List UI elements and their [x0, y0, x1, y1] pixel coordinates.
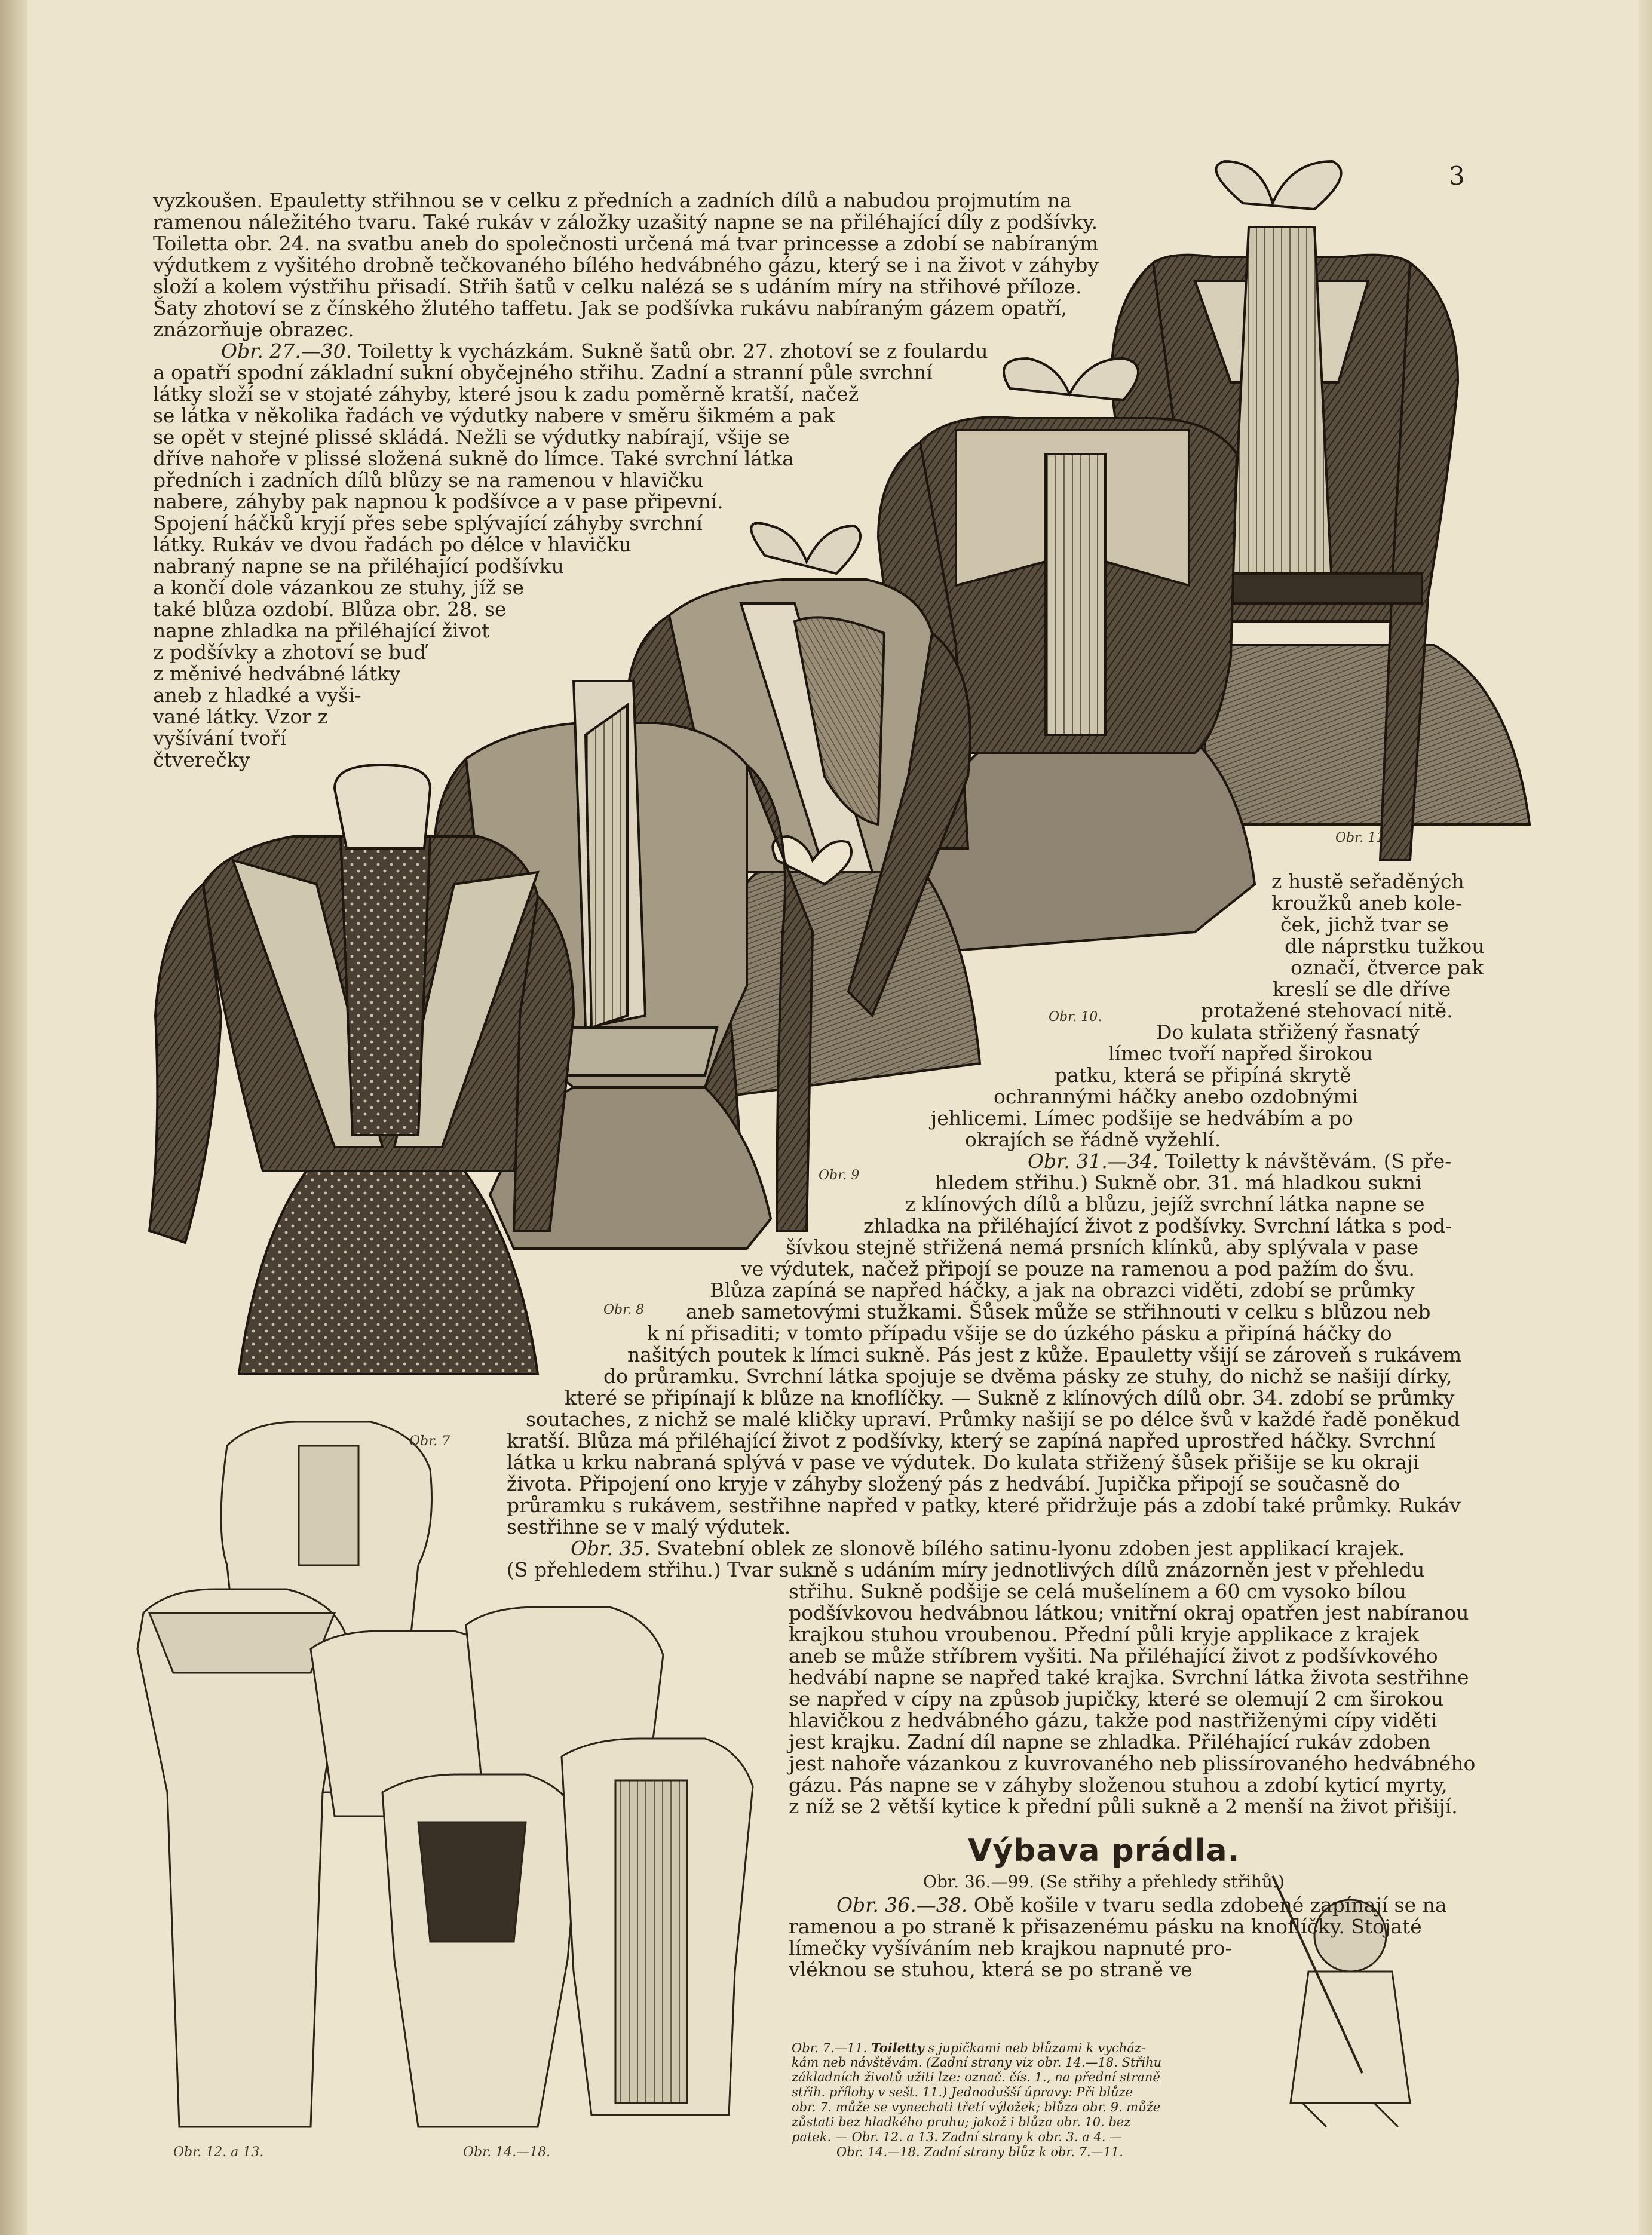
footnote-line: Obr. 7.—11. Toiletty s jupičkami neb blůzami k vycház-	[792, 2040, 1146, 2055]
section-line: látka u krku nabraná splývá v pase ve výdutek. Do kulata střižený šůsek přišije se ku okraji	[507, 1451, 1420, 1474]
section-line: aneb sametovými stužkami. Šůsek může se střihnouti v celku s blůzou neb	[686, 1300, 1431, 1323]
section-line: hlavičkou z hedvábného gázu, takže pod nastřiženými cípy viděti	[789, 1709, 1438, 1732]
footnote-line: zůstati bez hladkého pruhu; jakož i blůza obr. 10. bez	[792, 2115, 1131, 2129]
section-first-line: Obr. 35. Svatební oblek ze slonově bílého satinu-lyonu zdoben jest applikací krajek.	[571, 1537, 1405, 1560]
section-line: a opatří spodní základní sukní obyčejného střihu. Zadní a stranní půle svrchní	[153, 361, 933, 384]
section-line: průramku s rukávem, sestřihne napřed v patky, které přidržuje pás a zdobí také průmky. Rukáv	[507, 1494, 1461, 1517]
section-line: z měnivé hedvábné látky	[153, 662, 400, 685]
footnote-line: kám neb návštěvám. (Zadní strany viz obr. 14.—18. Střihu	[792, 2055, 1162, 2070]
figure-obr-7	[149, 765, 574, 1374]
section-line: jest krajku. Zadní díl napne se zhladka. Přiléhající rukáv zdoben	[789, 1730, 1430, 1753]
section-line: vléknou se stuhou, která se po straně ve	[789, 1958, 1193, 1981]
section-first-line: Obr. 36.—38. Obě košile v tvaru sedla zdobené zapínají se na	[836, 1893, 1447, 1917]
caption-obr-11: Obr. 11.	[1335, 830, 1389, 845]
section-line: podšívkovou hedvábnou látkou; vnitřní okraj opatřen jest nabíranou	[789, 1601, 1469, 1624]
intro-line: Šaty zhotoví se z čínského žlutého taffetu. Jak se podšívka rukávu nabíraným gázem opatří,	[153, 296, 1068, 320]
caption-obr-10: Obr. 10.	[1049, 1010, 1102, 1025]
intro-line: znázorňuje obrazec.	[153, 318, 354, 341]
section-line: nabraný napne se na přiléhající podšívku	[153, 554, 564, 578]
right-col-line: z hustě seřaděných	[1271, 870, 1464, 893]
section-line: nabere, záhyby pak napnou k podšívce a v pase připevní.	[153, 490, 724, 513]
lingerie-subheading: Obr. 36.—99. (Se střihy a přehledy střihů.)	[923, 1872, 1285, 1891]
section-line: soutaches, z nichž se malé kličky upraví. Průmky našijí se po délce švů v každé řadě poněkud	[526, 1408, 1460, 1431]
section-line: ve výdutek, načež připojí se pouze na ramenou a pod pažím do švu.	[741, 1257, 1415, 1280]
section-label: Obr. 35.	[571, 1537, 651, 1560]
right-col-line: límec tvoří napřed širokou	[1108, 1042, 1373, 1065]
right-col-line: ček, jichž tvar se	[1280, 913, 1449, 936]
figure-obr-14-18	[311, 1607, 753, 2127]
section-line: límečky vyšíváním neb krajkou napnuté pro-	[789, 1936, 1232, 1960]
intro-line: ramenou náležitého tvaru. Také rukáv v záložky uzašitý napne se na přiléhající díly z podšívky.	[153, 210, 1098, 234]
section-line: kratší. Blůza má přiléhající život z podšívky, který se zapíná napřed uprostřed háčky. Svrchní	[507, 1429, 1436, 1452]
section-line: aneb z hladké a vyši-	[153, 683, 361, 707]
section-line: napne zhladka na přiléhající život	[153, 619, 490, 642]
right-col-line: kroužků aneb kole-	[1271, 891, 1463, 915]
section-line: dříve nahoře v plissé složená sukně do límce. Také svrchní látka	[153, 447, 794, 470]
section-line: jest nahoře vázankou z kuvrovaného neb plissírovaného hedvábného	[789, 1752, 1476, 1775]
right-col-line: Do kulata střižený řasnatý	[1156, 1020, 1420, 1044]
section-line: gázu. Pás napne se v záhyby složenou stuhou a zdobí kyticí myrty,	[789, 1773, 1448, 1796]
section-line: krajkou stuhou vroubenou. Přední půli kryje applikace z krajek	[789, 1623, 1420, 1646]
footnote-line: základních životů užiti lze: označ. čís. 1., na přední straně	[792, 2070, 1160, 2084]
section-line: čtverečky	[153, 748, 250, 771]
footnote-line: střih. přílohy v sešt. 11.) Jednodušší úpravy: Při blůze	[792, 2085, 1133, 2099]
section-line: vané látky. Vzor z	[153, 705, 329, 728]
section-line: do průramku. Svrchní látka spojuje se dvěma pásky ze stuhy, do nichž se našijí dírky,	[603, 1365, 1452, 1388]
caption-obr-9: Obr. 9	[819, 1168, 860, 1183]
intro-line: Toiletta obr. 24. na svatbu aneb do společnosti určená má tvar princesse a zdobí se nabíraným	[153, 232, 1099, 255]
right-col-line: jehlicemi. Límec podšije se hedvábím a po	[931, 1106, 1353, 1130]
section-line: našitých poutek k límci sukně. Pás jest z kůže. Epauletty všijí se zároveň s rukávem	[627, 1343, 1462, 1366]
section-line: hedvábí napne se napřed také krajka. Svrchní látka života sestřihne	[789, 1666, 1469, 1689]
section-label: Obr. 27.—30.	[221, 339, 353, 363]
section-line: z níž se 2 větší kytice k přední půli sukně a 2 menší na život přišijí.	[789, 1795, 1458, 1818]
section-line: předních i zadních dílů blůzy se na ramenou v hlavičku	[153, 468, 704, 492]
section-line: ramenou a po straně k přisazenému pásku na knoflíčky. Stojaté	[789, 1915, 1422, 1938]
section-line: látky. Rukáv ve dvou řadách po délce v hlavičku	[153, 533, 632, 556]
intro-line: vyzkoušen. Epauletty střihnou se v celku z předních a zadních dílů a nabudou projmutím na	[153, 189, 1072, 212]
section-label: Obr. 31.—34.	[1028, 1149, 1159, 1173]
section-line: aneb se může stříbrem vyšiti. Na přiléhající život z podšívkového	[789, 1644, 1438, 1667]
section-line: (S přehledem střihu.) Tvar sukně s udáním míry jednotlivých dílů znázorněn jest v přehledu	[507, 1558, 1425, 1581]
section-line: zhladka na přiléhající život z podšívky. Svrchní látka s pod-	[863, 1214, 1452, 1237]
right-col-line: patku, která se připíná skrytě	[1055, 1063, 1351, 1087]
right-col-line: protažené stehovací nitě.	[1201, 999, 1453, 1022]
section-line: sestřihne se v malý výdutek.	[507, 1515, 791, 1538]
section-line: střihu. Sukně podšije se celá mušelínem a 60 cm vysoko bílou	[789, 1580, 1407, 1603]
caption-obr-14-18: Obr. 14.—18.	[463, 2145, 551, 2160]
section-line: Spojení háčků kryjí přes sebe splývající záhyby svrchní	[153, 511, 703, 535]
section-line: látky složí se v stojaté záhyby, které jsou k zadu poměrně kratší, načež	[153, 382, 859, 406]
section-first-line: Obr. 31.—34. Toiletty k návštěvám. (S pře-	[1028, 1149, 1452, 1173]
caption-obr-8: Obr. 8	[603, 1302, 645, 1317]
section-line: vyšívání tvoří	[153, 726, 287, 750]
section-line: Blůza zapíná se napřed háčky, a jak na obrazci viděti, zdobí se průmky	[710, 1279, 1415, 1302]
section-line: šívkou stejně střižená nemá prsních klínků, aby splývala v pase	[786, 1235, 1419, 1259]
section-line: se napřed v cípy na způsob jupičky, které se olemují 2 cm širokou	[789, 1687, 1444, 1710]
footnote-line: obr. 7. může se vynechati třetí výložek; blůza obr. 9. může	[792, 2100, 1161, 2114]
right-col-line: dle náprstku tužkou	[1285, 934, 1485, 958]
right-col-line: okrajích se řádně vyžehlí.	[965, 1128, 1221, 1151]
section-line: se opět v stejné plissé skládá. Nežli se výdutky nabírají, všije se	[153, 425, 790, 449]
section-line: z podšívky a zhotoví se buď	[153, 640, 427, 664]
right-col-line: označí, čtverce pak	[1291, 956, 1484, 979]
caption-obr-7: Obr. 7	[409, 1434, 450, 1449]
intro-line: složí a kolem výstřihu přisadí. Střih šatů v celku nalézá se s udáním míry na střihové příloze.	[153, 275, 1082, 298]
page-number: 3	[1449, 161, 1465, 191]
section-line: k ní přisaditi; v tomto případu všije se do úzkého pásku a připíná háčky do	[647, 1322, 1392, 1345]
section-label: Obr. 36.—38.	[836, 1893, 968, 1917]
section-line: života. Připojení ono kryje v záhyby složený pás z hedvábí. Jupička připojí se současně do	[507, 1472, 1400, 1495]
intro-line: výdutkem z vyšitého drobně tečkovaného bílého hedvábného gázu, který se i na život v záhyby	[153, 253, 1099, 277]
section-first-line: Obr. 27.—30. Toiletty k vycházkám. Sukně šatů obr. 27. zhotoví se z foulardu	[221, 339, 988, 363]
footnote-line: Obr. 14.—18. Zadní strany blůz k obr. 7.—11.	[836, 2145, 1123, 2159]
section-line: hledem střihu.) Sukně obr. 31. má hladkou sukni	[935, 1171, 1422, 1194]
section-line: a končí dole vázankou ze stuhy, jíž se	[153, 576, 525, 599]
section-line: se látka v několika řadách ve výdutky nabere v směru šikmém a pak	[153, 404, 835, 427]
footnote-line: patek. — Obr. 12. a 13. Zadní strany k obr. 3. a 4. —	[792, 2130, 1123, 2144]
lingerie-heading: Výbava prádla.	[968, 1833, 1240, 1869]
section-line: z klínových dílů a blůzu, jejíž svrchní látka napne se	[905, 1192, 1425, 1216]
section-line: které se připínají k blůze na knoflíčky. — Sukně z klínových dílů obr. 34. zdobí se průmky	[565, 1386, 1455, 1409]
section-line: také blůza ozdobí. Blůza obr. 28. se	[153, 597, 507, 621]
caption-obr-12-13: Obr. 12. a 13.	[173, 2145, 264, 2160]
right-col-line: kreslí se dle dříve	[1273, 977, 1451, 1001]
right-col-line: ochrannými háčky anebo ozdobnými	[994, 1085, 1359, 1108]
